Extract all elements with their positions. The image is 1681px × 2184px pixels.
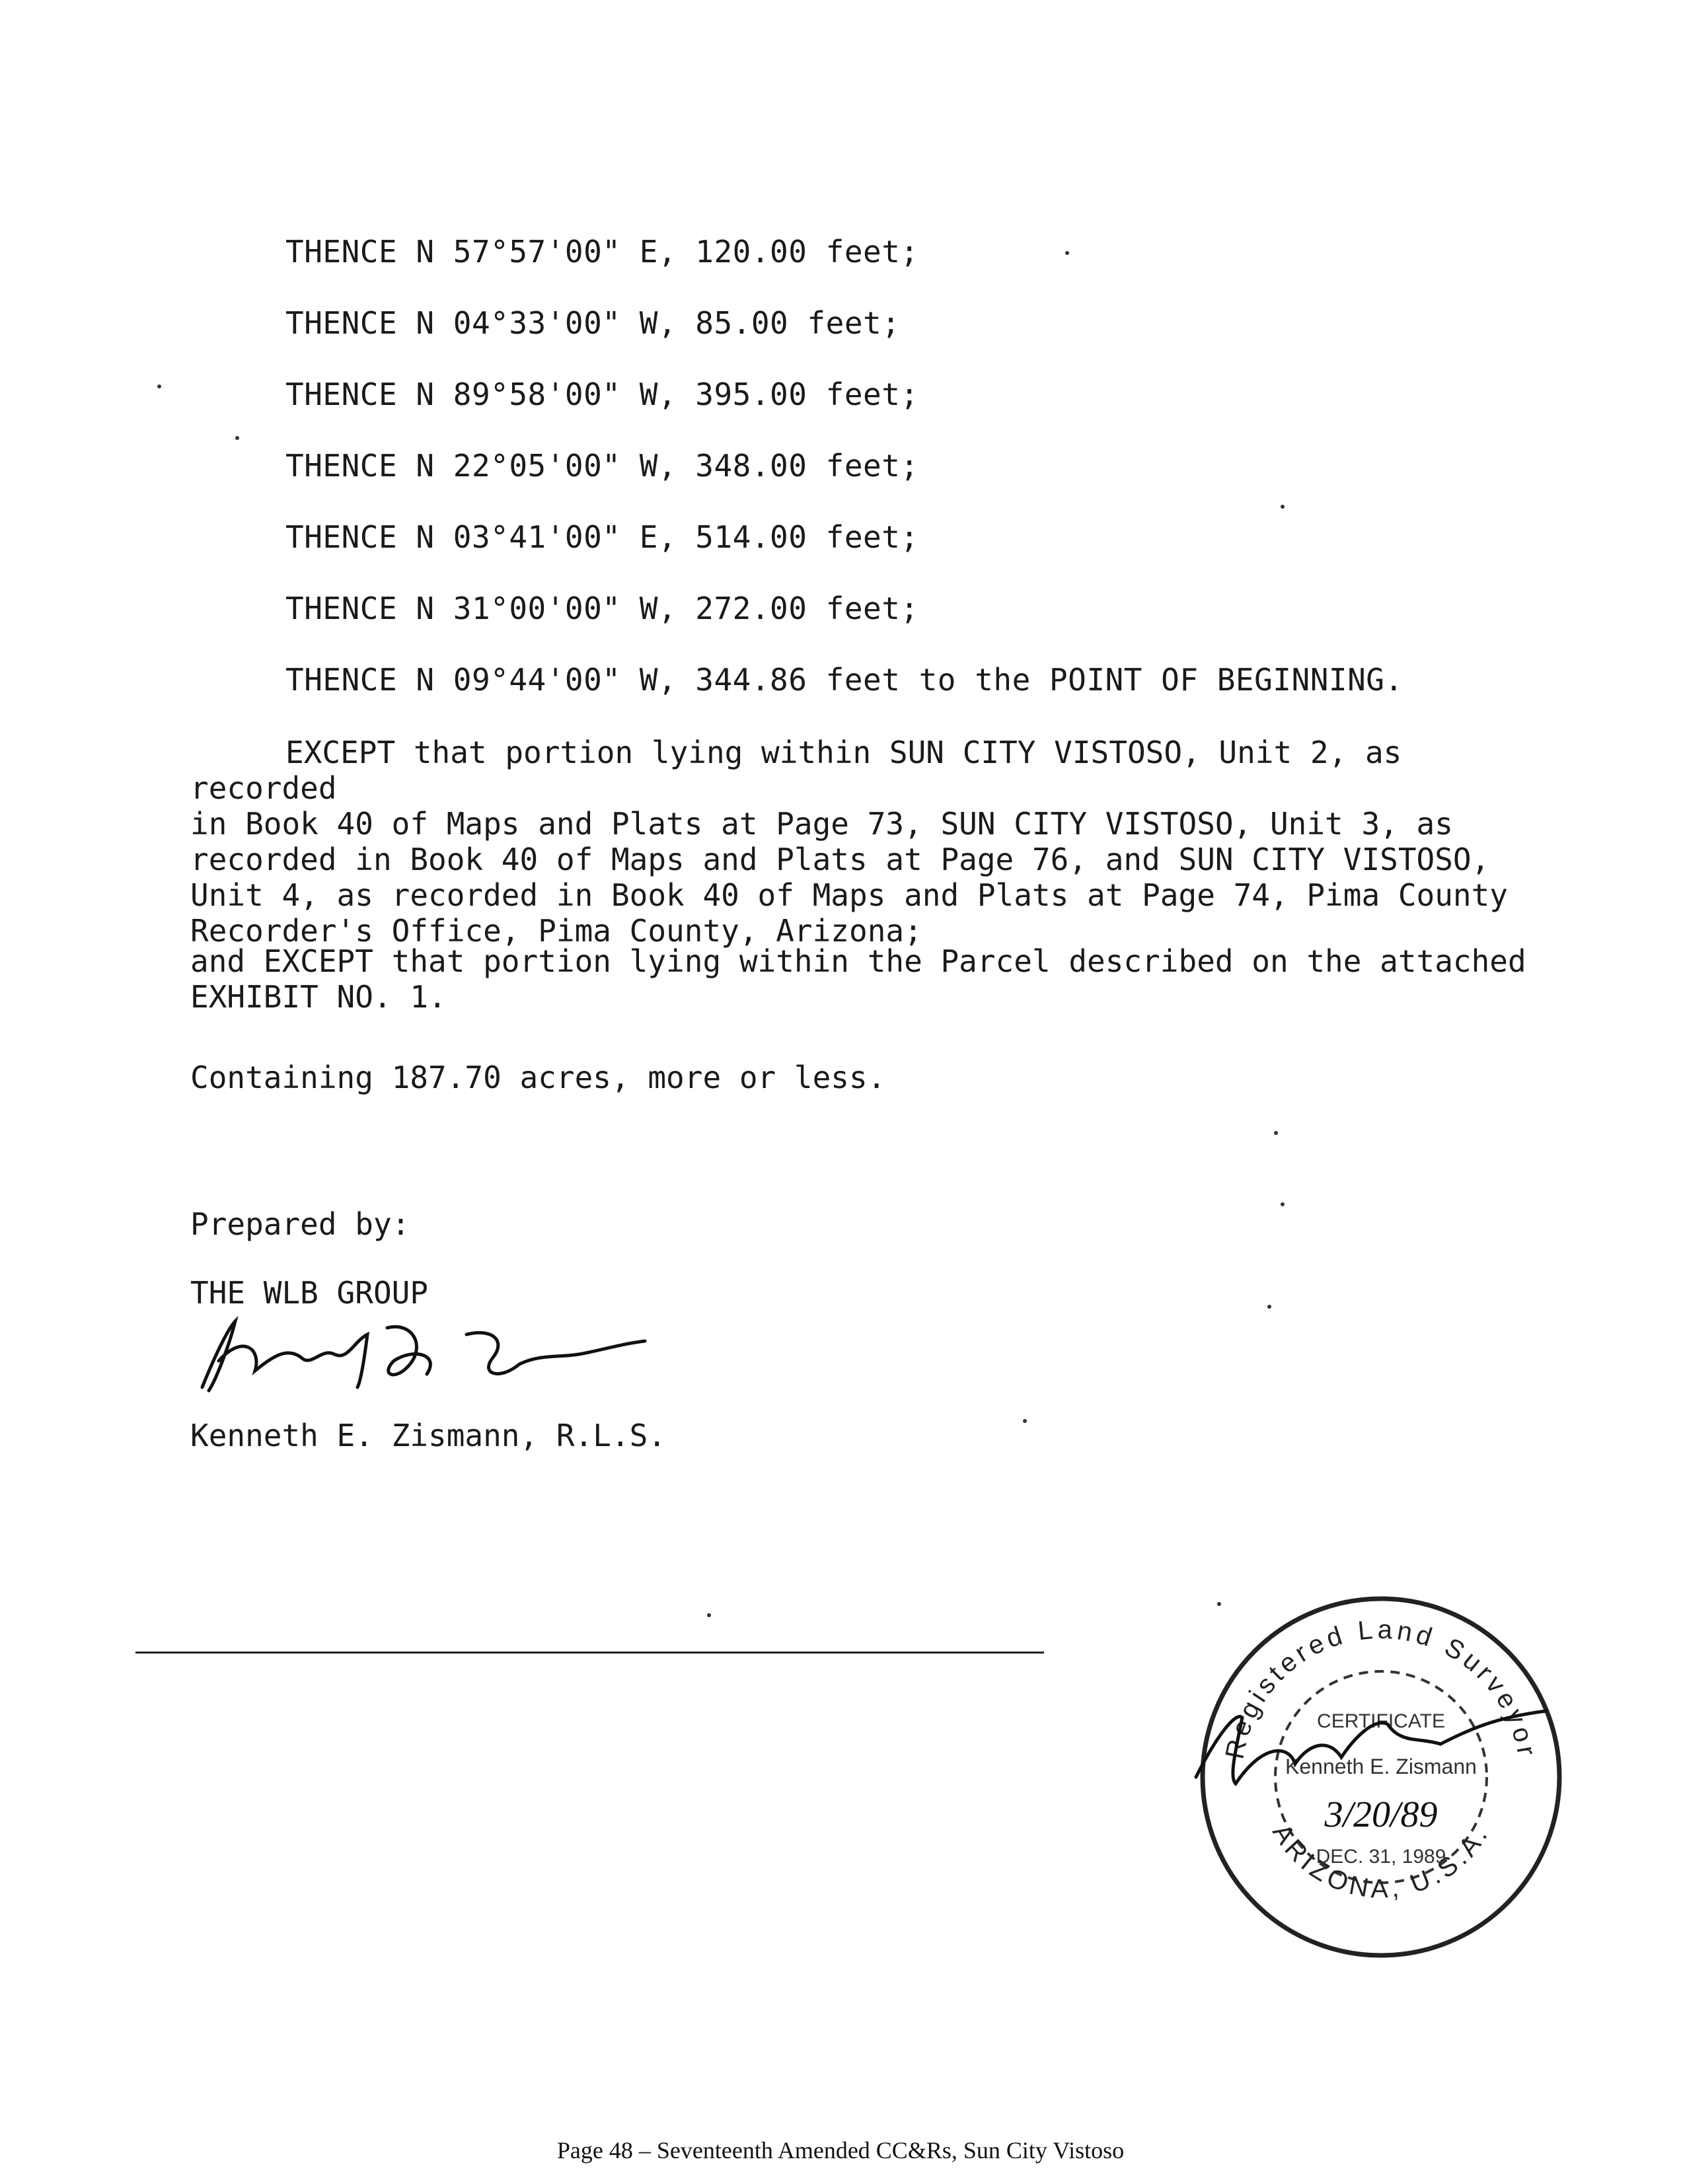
scan-speck [1023, 1419, 1027, 1423]
course-line-2: THENCE N 04°33'00" W, 85.00 feet; [285, 305, 901, 341]
seal-top-text: Registered Land Surveyor [1220, 1615, 1542, 1762]
course-line-4: THENCE N 22°05'00" W, 348.00 feet; [285, 448, 919, 484]
course-line-7: THENCE N 09°44'00" W, 344.86 feet to the POINT OF BEGINNING. [285, 662, 1403, 698]
seal-name-text: Kenneth E. Zismann [1285, 1755, 1477, 1778]
page-footer: Page 48 – Seventeenth Amended CC&Rs, Sun City Vistoso [556, 2137, 1125, 2164]
prepared-by-label: Prepared by: [190, 1206, 410, 1242]
scan-speck [1281, 1202, 1285, 1206]
except-paragraph-2: and EXCEPT that portion lying within the Parcel described on the attached EXHIBIT NO. 1. [190, 943, 1526, 1015]
surveyor-seal [1189, 1585, 1573, 1969]
scan-speck [235, 436, 239, 440]
seal-date-text: 3/20/89 [1324, 1794, 1438, 1835]
signature-line [135, 1652, 1044, 1654]
scan-speck [1267, 1305, 1271, 1309]
acreage-statement: Containing 187.70 acres, more or less. [190, 1060, 886, 1095]
surveyor-signature [189, 1308, 665, 1401]
course-line-6: THENCE N 31°00'00" W, 272.00 feet; [285, 591, 919, 626]
course-line-1: THENCE N 57°57'00" E, 120.00 feet; [285, 234, 919, 270]
scan-speck [1274, 1131, 1278, 1135]
surveyor-name: Kenneth E. Zismann, R.L.S. [190, 1418, 667, 1453]
scan-speck [1217, 1602, 1221, 1606]
except-paragraph-1: EXCEPT that portion lying within SUN CITY VISTOSO, Unit 2, as recorded in Book 40 of Maps and Plats at Page 73, SUN CITY VISTOSO, Unit 3, as recorded in Book 40 of Maps and Plats at Page 76, and SUN CITY VISTOSO, Unit 4, as recorded in Book 40 of Maps and Plats at Page 74, Pima County Recorder's Office, Pima County, Arizona; [190, 735, 1508, 949]
scan-speck [1281, 505, 1285, 509]
course-line-3: THENCE N 89°58'00" W, 395.00 feet; [285, 377, 919, 412]
seal-bottom-text: ARIZONA, U.S.A. [1267, 1819, 1495, 1904]
scan-speck [157, 384, 161, 388]
company-name: THE WLB GROUP [190, 1275, 429, 1311]
scan-speck [1065, 251, 1069, 255]
seal-expires-text: DEC. 31, 1989 [1316, 1846, 1446, 1868]
course-line-5: THENCE N 03°41'00" E, 514.00 feet; [285, 519, 919, 555]
scan-speck [707, 1613, 711, 1617]
seal-certificate-text: CERTIFICATE [1317, 1710, 1445, 1732]
